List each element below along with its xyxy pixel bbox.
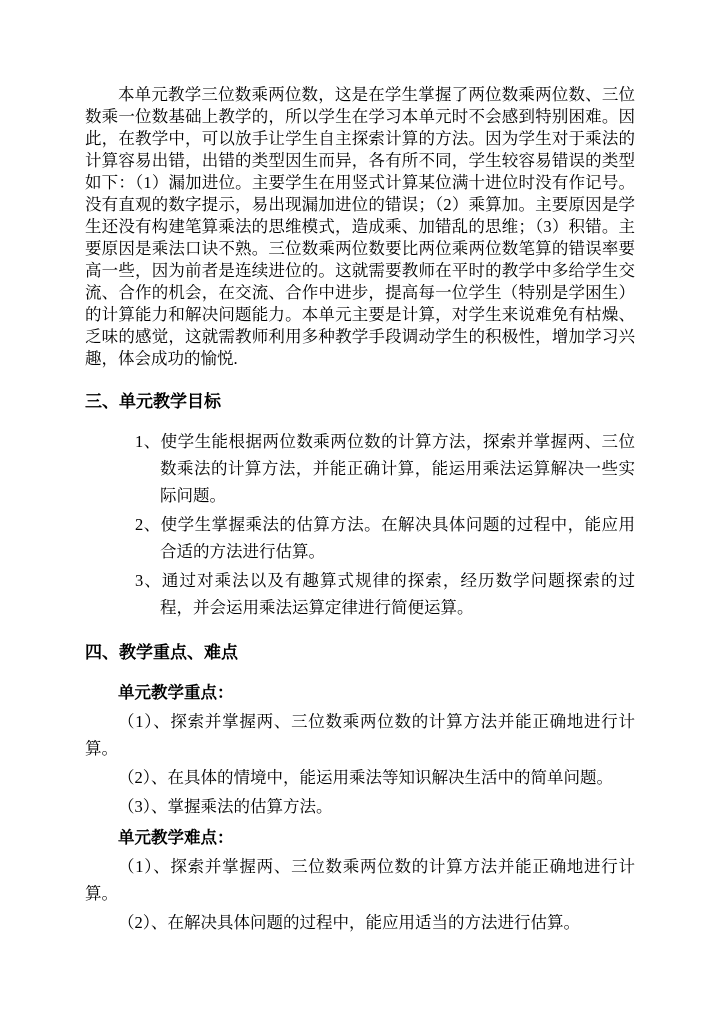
document-body <box>85 84 635 936</box>
difficult-point-2: （2）、在解决具体问题的过程中，能应用适当的方法进行估算。 <box>118 913 580 932</box>
section-heading-goals: 三、单元教学目标 <box>85 392 221 411</box>
goal-item-1: 1、使学生能根据两位数乘两位数的计算方法，探索并掌握两、三位数乘法的计算方法，并能正确计算，能运用乘法运算解决一些实际问题。 <box>135 432 635 505</box>
section-heading-points: 四、教学重点、难点 <box>85 643 238 662</box>
goals-list <box>85 428 635 621</box>
key-point-1: （1）、探索并掌握两、三位数乘两位数的计算方法并能正确地进行计算。 <box>85 712 635 758</box>
difficult-points-title: 单元教学难点： <box>118 828 234 847</box>
key-point-3: （3）、掌握乘法的估算方法。 <box>118 797 333 816</box>
goal-item-3: 3、通过对乘法以及有趣算式规律的探索，经历数学问题探索的过程，并会运用乘法运算定律进行简便运算。 <box>135 571 635 617</box>
key-points-title: 单元教学重点： <box>118 683 234 702</box>
key-point-2: （2）、在具体的情境中，能运用乘法等知识解决生活中的简单问题。 <box>118 768 613 787</box>
difficult-point-1: （1）、探索并掌握两、三位数乘两位数的计算方法并能正确地进行计算。 <box>85 857 635 903</box>
intro-paragraph: 本单元教学三位数乘两位数，这是在学生掌握了两位数乘两位数、三位数乘一位数基础上教学的，所以学生在学习本单元时不会感到特别困难。因此，在教学中，可以放手让学生自主探索计算的方法。因为学生对于乘法的计算容易出错，出错的类型因生而异，各有所不同，学生较容易错误的类型如下：（1）漏加进位。主要学生在用竖式计算某位满十进位时没有作记号。没有直观的数字提示，易出现漏加进位的错误；（2）乘算加。主要原因是学生还没有构建笔算乘法的思维模式，造成乘、加错乱的思维；（3）积错。主要原因是乘法口诀不熟。三位数乘两位数要比两位乘两位数笔算的错误率要高一些，因为前者是连续进位的。这就需要教师在平时的教学中多给学生交流、合作的机会，在交流、合作中进步，提高每一位学生（特别是学困生）的计算能力和解决问题能力。本单元主要是计算，对学生来说难免有枯燥、乏味的感觉，这就需教师利用多种教学手段调动学生的积极性，增加学习兴趣，体会成功的愉悦. <box>85 85 635 368</box>
goal-item-2: 2、使学生掌握乘法的估算方法。在解决具体问题的过程中，能应用合适的方法进行估算。 <box>135 515 635 561</box>
